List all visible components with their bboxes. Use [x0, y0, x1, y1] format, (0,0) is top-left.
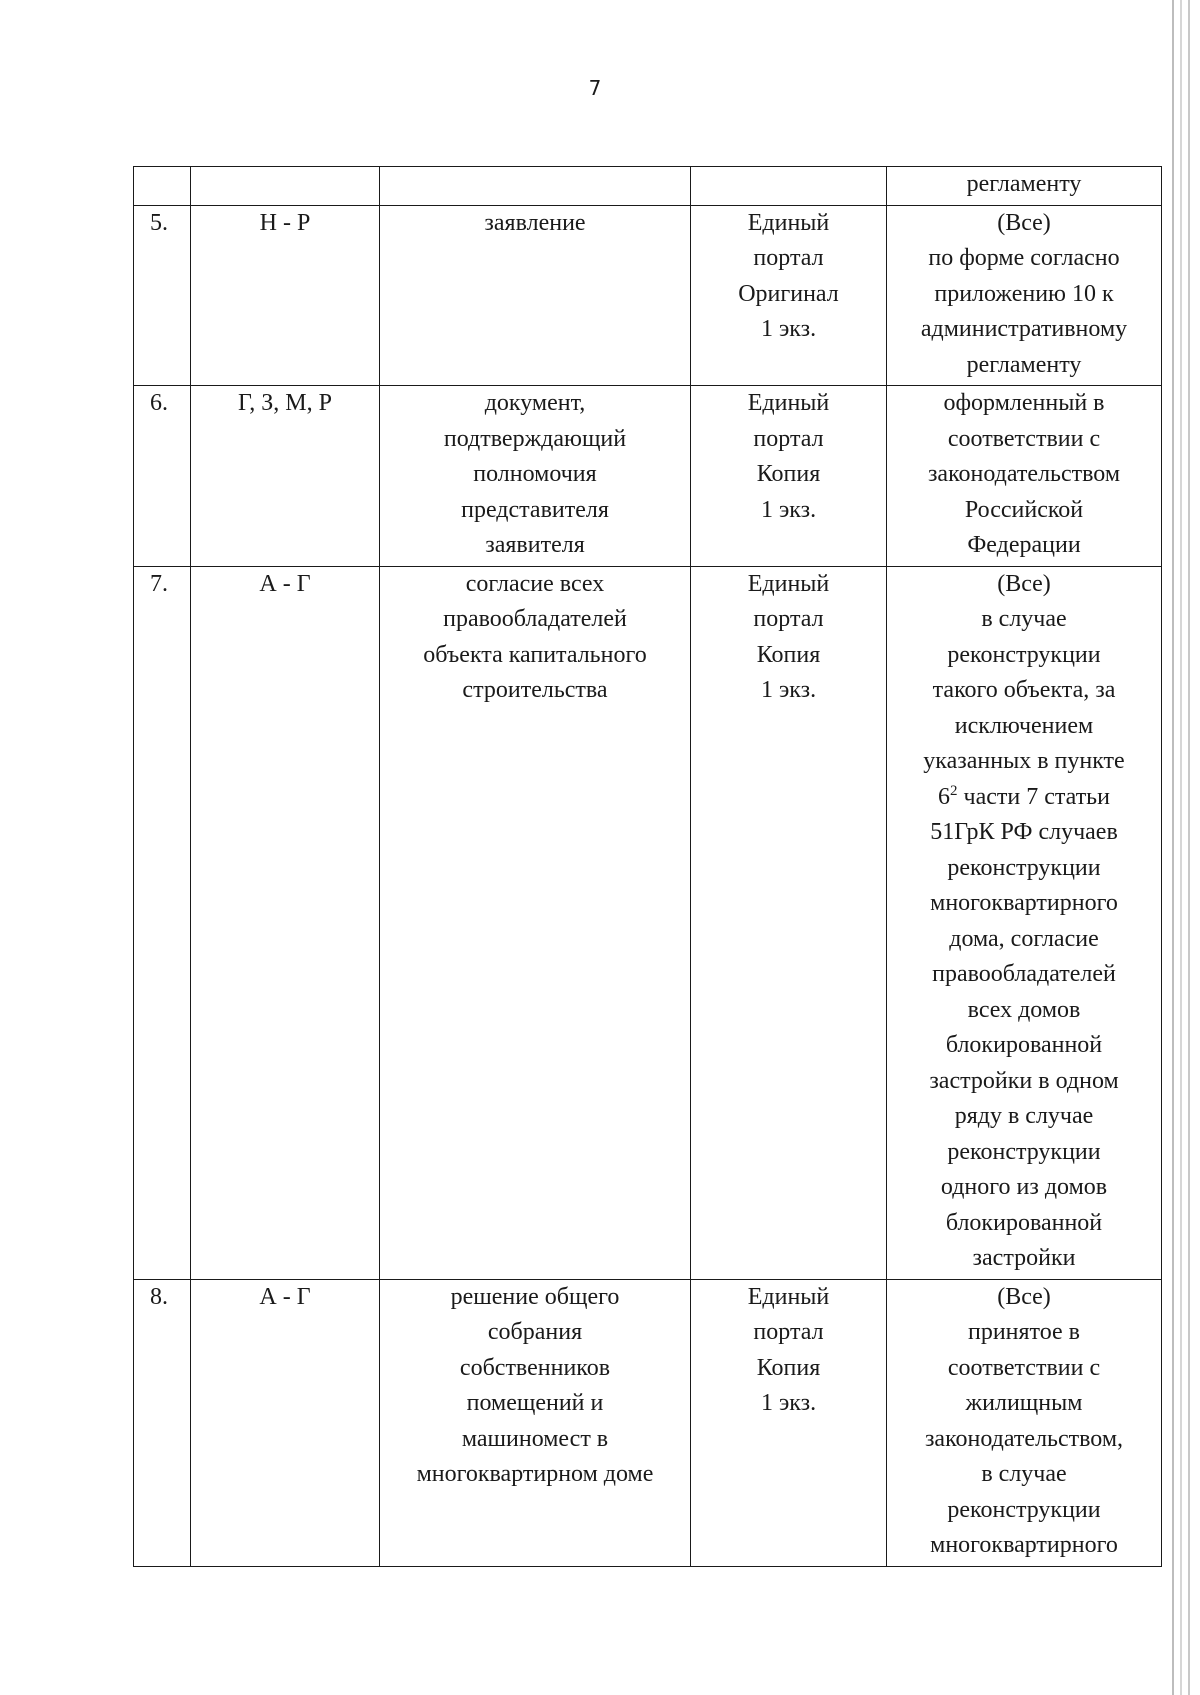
requirement-line: реконструкции [947, 854, 1101, 881]
clause-superscript: 2 [950, 782, 958, 799]
document-line: представителя [461, 496, 609, 523]
cell-requirement [887, 205, 1162, 386]
clause-number: 6 [938, 783, 951, 810]
cell-category: А - Г [191, 1279, 380, 1566]
submission-line: Копия [756, 461, 821, 487]
requirement-line: Федерации [967, 532, 1081, 558]
cell-requirement [887, 1279, 1162, 1566]
submission-line: 1 экз. [760, 496, 817, 523]
cell-requirement [887, 566, 1162, 1279]
document-line: правообладателей [443, 606, 627, 632]
table-row [134, 386, 1162, 567]
document-line: согласие всех [465, 570, 605, 597]
requirement-line: административному [920, 316, 1128, 342]
document-line: решение общего [450, 1283, 620, 1310]
document-line: полномочия [473, 461, 597, 487]
requirement-line: правообладателей [932, 961, 1116, 987]
document-line: помещений и [466, 1390, 604, 1416]
requirement-line: в случае [981, 1461, 1067, 1487]
document-line: документ, [484, 390, 586, 416]
requirement-line: застройки [972, 1245, 1076, 1271]
table-row [134, 566, 1162, 1279]
document-line: собственников [459, 1354, 611, 1381]
submission-line: портал [753, 425, 824, 452]
table-row-continuation [134, 167, 1162, 206]
submission-line: портал [753, 606, 824, 632]
requirement-line: блокированной [945, 1032, 1103, 1058]
requirement-line: ряду в случае [954, 1103, 1094, 1129]
submission-line: 1 экз. [760, 1390, 817, 1416]
cell-document [380, 386, 691, 567]
cell-requirement [887, 167, 1162, 206]
cell-category: Г, З, М, Р [191, 386, 380, 567]
requirement-line: принятое в [967, 1319, 1081, 1345]
requirement-line: приложению 10 к [934, 280, 1114, 307]
document-line: собрания [487, 1319, 583, 1345]
document-line: машиномест в [461, 1425, 609, 1452]
cell-category [191, 167, 380, 206]
document-line: подтверждающий [443, 425, 627, 452]
requirement-line: законодательством [927, 461, 1121, 487]
requirement-line: реконструкции [947, 1496, 1101, 1523]
document-line: заявление [484, 209, 586, 236]
requirement-line: регламенту [966, 171, 1082, 197]
cell-document [380, 167, 691, 206]
requirement-line: такого объекта, за [932, 677, 1116, 703]
scan-edge-line [1188, 0, 1190, 1695]
cell-document [380, 1279, 691, 1566]
cell-num: 5. [134, 205, 191, 386]
submission-line: Единый [747, 209, 830, 236]
requirement-line: (Все) [997, 570, 1051, 597]
cell-submission [691, 1279, 887, 1566]
requirement-line: в случае [981, 606, 1067, 632]
page-number: 7 [588, 76, 602, 100]
requirement-line: регламенту [966, 351, 1082, 378]
documents-table [133, 166, 1162, 1567]
requirement-line: законодательством, [924, 1425, 1124, 1452]
requirement-line: многоквартирного [930, 890, 1118, 916]
submission-line: Копия [756, 1354, 821, 1381]
cell-num: 7. [134, 566, 191, 1279]
requirement-line: соответствии с [947, 425, 1101, 452]
document-line: многоквартирном доме [416, 1461, 654, 1487]
cell-document [380, 566, 691, 1279]
requirement-line: застройки в одном [929, 1067, 1119, 1094]
requirement-line: по форме согласно [928, 245, 1120, 271]
requirement-line: всех домов [967, 996, 1081, 1023]
table-row [134, 205, 1162, 386]
cell-submission [691, 566, 887, 1279]
cell-category: Н - Р [191, 205, 380, 386]
document-line: объекта капитального [423, 641, 647, 668]
submission-line: портал [753, 1319, 824, 1345]
scan-edge-line [1172, 0, 1174, 1695]
cell-requirement [887, 386, 1162, 567]
cell-num: 8. [134, 1279, 191, 1566]
requirement-line: соответствии с [947, 1354, 1101, 1381]
submission-line: Копия [756, 641, 821, 668]
requirement-line: Российской [964, 496, 1084, 523]
table-row [134, 1279, 1162, 1566]
submission-line: 1 экз. [760, 677, 817, 703]
cell-num [134, 167, 191, 206]
submission-line: Единый [747, 1283, 830, 1310]
cell-num: 6. [134, 386, 191, 567]
submission-line: 1 экз. [760, 316, 817, 342]
cell-document [380, 205, 691, 386]
requirement-line: блокированной [945, 1209, 1103, 1236]
requirement-line: (Все) [997, 209, 1051, 236]
submission-line: Оригинал [738, 280, 839, 307]
document-line: заявителя [485, 532, 585, 558]
document-line: строительства [462, 677, 608, 703]
requirement-line: дома, согласие [949, 925, 1099, 952]
requirement-text: части 7 статьи [957, 783, 1110, 810]
cell-submission [691, 386, 887, 567]
requirement-line: многоквартирного [930, 1532, 1118, 1558]
submission-line: портал [753, 245, 824, 271]
requirement-line: 51ГрК РФ случаев [930, 819, 1118, 845]
submission-line: Единый [747, 570, 830, 597]
cell-category: А - Г [191, 566, 380, 1279]
requirement-line: (Все) [997, 1283, 1051, 1310]
requirement-line: указанных в пункте [923, 748, 1125, 774]
cell-submission [691, 205, 887, 386]
submission-line: Единый [747, 390, 830, 416]
scan-edge-line [1180, 0, 1182, 1695]
cell-submission [691, 167, 887, 206]
requirement-line: реконструкции [947, 641, 1101, 668]
requirement-line: жилищным [965, 1390, 1083, 1416]
requirement-line: реконструкции [947, 1138, 1101, 1165]
requirement-line-with-superscript [891, 780, 1157, 816]
requirement-line: одного из домов [940, 1174, 1108, 1200]
requirement-line: исключением [954, 712, 1094, 739]
requirement-line: оформленный в [943, 390, 1105, 416]
